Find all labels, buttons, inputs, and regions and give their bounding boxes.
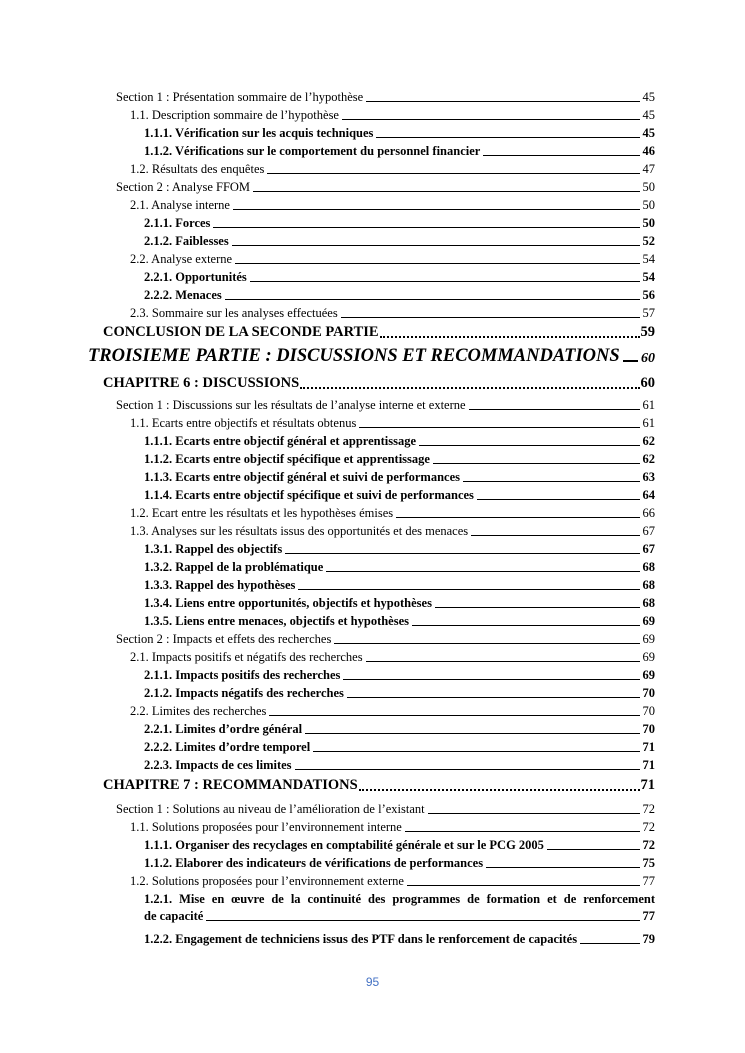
toc-leader [547,848,640,850]
toc-entry-page: 69 [642,650,655,664]
toc-entry-page: 69 [642,632,655,646]
toc-leader [419,444,639,446]
toc-leader [285,552,639,554]
toc-entry-label: 1.3.3. Rappel des hypothèses [144,578,296,592]
toc-entry-page: 45 [642,108,655,122]
toc-entry-label: Section 2 : Impacts et effets des recherches [116,632,332,646]
toc-leader [428,812,640,814]
toc-leader [412,624,639,626]
toc-entry-label: 2.1. Analyse interne [130,198,230,212]
toc-entry-label: 2.1.2. Faiblesses [144,234,229,248]
toc-leader [326,570,639,572]
toc-entry-page: 60 [640,375,655,391]
toc-entry-page: 77 [642,909,655,923]
toc-entry [144,270,655,285]
toc-leader [469,408,640,410]
toc-entry [144,560,655,575]
toc-entry-page: 67 [642,524,655,538]
toc-entry-label: 1.2. Ecart entre les résultats et les hypothèses émises [130,506,394,520]
toc-entry [144,542,655,557]
toc-entry-label: 1.2. Solutions proposées pour l’environnement externe [130,874,404,888]
toc-leader [253,190,639,192]
toc-entry [103,324,655,341]
toc-entry [130,704,655,719]
toc-entry [130,198,655,213]
toc-entry-page: 64 [642,488,655,502]
toc-entry-page: 75 [642,856,655,870]
toc-entry-label: 2.1.1. Forces [144,216,211,230]
toc-leader [334,642,639,644]
toc-entry-page: 68 [642,596,655,610]
toc-entry-label: 1.1. Ecarts entre objectifs et résultats obtenus [130,416,357,430]
toc-leader [269,714,639,716]
toc-entry [144,434,655,449]
toc-leader [235,262,639,264]
toc-entry [116,802,655,817]
toc-entry-label: 2.1. Impacts positifs et négatifs des recherches [130,650,363,664]
toc-leader [366,660,640,662]
toc-leader [366,100,639,102]
toc-entry [130,108,655,123]
toc-entry-page: 63 [642,470,655,484]
toc-entry-label: 1.1.1. Vérification sur les acquis techniques [144,126,374,140]
toc-entry-label: 1.1.4. Ecarts entre objectif spécifique et suivi de performances [144,488,474,502]
toc-entry-label: CHAPITRE 6 : DISCUSSIONS [103,375,300,391]
toc-entry [144,452,655,467]
toc-entry-label: 1.1.1. Ecarts entre objectif général et apprentissage [144,434,417,448]
toc-entry-label: 2.2.2. Limites d’ordre temporel [144,740,311,754]
toc-entry [130,416,655,431]
toc-entry-page: 71 [640,777,655,793]
toc-entry-label: 1.2.2. Engagement de techniciens issus des PTF dans le renforcement de capacités [144,932,578,946]
toc-entry-page: 61 [642,398,655,412]
toc-leader [206,919,639,921]
toc-leader [380,335,640,338]
toc-entry [144,144,655,159]
toc-entry-page: 70 [642,686,655,700]
toc-entry [88,346,655,367]
toc-entry-page: 70 [642,722,655,736]
toc-entry [116,398,655,413]
toc-leader [376,136,639,138]
toc-entry-page: 71 [642,758,655,772]
toc-leader [232,244,640,246]
toc-entry-label: 2.2.2. Menaces [144,288,222,302]
toc-leader [295,768,640,770]
toc-entry [144,234,655,249]
toc-entry [144,488,655,503]
toc-leader [623,359,638,362]
toc-entry-page: 50 [642,180,655,194]
toc-entry-page: 60 [641,351,655,366]
toc-entry [144,740,655,755]
toc-entry-label: 2.2. Limites des recherches [130,704,267,718]
toc-entry [144,288,655,303]
toc-entry-page: 69 [642,614,655,628]
toc-entry [144,470,655,485]
toc-entry-label: Section 1 : Présentation sommaire de l’hypothèse [116,90,364,104]
toc-entry [130,506,655,521]
toc-leader [435,606,640,608]
toc-entry-label: 1.1.2. Elaborer des indicateurs de vérifications de performances [144,856,484,870]
toc-entry [144,686,655,701]
toc-entry [144,578,655,593]
toc-entry [103,375,655,392]
toc-entry-label-line2: de capacité [144,909,204,923]
toc-entry-wrapped [144,892,655,924]
toc-entry-label: Section 1 : Solutions au niveau de l’amélioration de l’existant [116,802,425,816]
toc-leader [343,678,639,680]
toc-entry-page: 71 [642,740,655,754]
toc-entry-page: 59 [640,324,655,340]
toc-leader [463,480,639,482]
toc-entry-label: 1.3. Analyses sur les résultats issus des opportunités et des menaces [130,524,469,538]
toc-leader [359,426,639,428]
toc-leader [347,696,640,698]
toc-entry [144,932,655,947]
toc-entry-page: 68 [642,578,655,592]
toc-entry [116,90,655,105]
toc-leader [225,298,640,300]
toc-entry-label: 2.1.2. Impacts négatifs des recherches [144,686,344,700]
toc-entry-label: 1.2. Résultats des enquêtes [130,162,265,176]
toc-entry-page: 61 [642,416,655,430]
toc-entry-label: TROISIEME PARTIE : DISCUSSIONS ET RECOMMANDATIONS [88,346,620,366]
toc-leader [213,226,639,228]
toc-entry-page: 67 [642,542,655,556]
toc-entry [144,668,655,683]
toc-entry-page: 52 [642,234,655,248]
toc-entry [130,820,655,835]
toc-entry [103,777,655,794]
toc-entry-page: 50 [642,216,655,230]
toc-entry [144,722,655,737]
toc-entry-page: 56 [642,288,655,302]
toc-leader [267,172,639,174]
toc-leader [300,386,639,389]
toc-entry-label: 1.1. Description sommaire de l’hypothèse [130,108,339,122]
toc-entry [130,162,655,177]
toc-entry-label: 2.2.1. Opportunités [144,270,247,284]
toc-entry [130,524,655,539]
toc-entry [130,306,655,321]
toc-entry [116,632,655,647]
toc-leader [405,830,640,832]
toc-entry-label: 1.3.1. Rappel des objectifs [144,542,283,556]
toc-entry-label: 2.2. Analyse externe [130,252,233,266]
toc-leader [396,516,639,518]
toc-entry [116,180,655,195]
toc-entry-label: 1.3.2. Rappel de la problématique [144,560,324,574]
page-number: 95 [365,975,380,989]
toc-entry-label: CHAPITRE 7 : RECOMMANDATIONS [103,777,358,793]
toc-entry-page: 57 [642,306,655,320]
toc-entry-label: Section 2 : Analyse FFOM [116,180,251,194]
toc-leader [359,788,640,791]
toc-entry [144,856,655,871]
toc-entry-page: 50 [642,198,655,212]
toc-entry-page: 77 [642,874,655,888]
toc-entry [144,596,655,611]
toc-entry-page: 66 [642,506,655,520]
toc-leader [483,154,639,156]
toc-entry-label: 1.1.1. Organiser des recyclages en comptabilité générale et sur le PCG 2005 [144,838,544,852]
toc-entry-label: 1.1. Solutions proposées pour l’environnement interne [130,820,402,834]
toc-entry-page: 46 [642,144,655,158]
toc-entry-page: 45 [642,90,655,104]
toc-entry [144,216,655,231]
toc-leader [471,534,639,536]
toc-entry-label: CONCLUSION DE LA SECONDE PARTIE [103,324,379,340]
toc-entry-page: 72 [642,820,655,834]
toc-entry-page: 54 [642,252,655,266]
toc-leader [486,866,639,868]
toc-entry-page: 45 [642,126,655,140]
toc-entry [130,252,655,267]
toc-entry-page: 72 [642,838,655,852]
toc-entry-label: 2.3. Sommaire sur les analyses effectuées [130,306,338,320]
toc-leader [433,462,640,464]
toc-entry-page: 69 [642,668,655,682]
toc-entry-label: 1.3.4. Liens entre opportunités, objectifs et hypothèses [144,596,432,610]
toc-leader [580,942,639,944]
toc-leader [477,498,640,500]
toc-leader [305,732,639,734]
toc-entry-page: 68 [642,560,655,574]
toc-entry-label: 2.2.1. Limites d’ordre général [144,722,303,736]
toc-entry [144,614,655,629]
toc-entry-label: 2.1.1. Impacts positifs des recherches [144,668,341,682]
toc-entry-label: 2.2.3. Impacts de ces limites [144,758,292,772]
toc-entry [130,874,655,889]
toc-leader [407,884,640,886]
toc-entry-page: 62 [642,452,655,466]
toc-entry-label: 1.1.2. Vérifications sur le comportement du personnel financier [144,144,481,158]
toc-entry-page: 72 [642,802,655,816]
toc-entry-line2 [144,909,655,924]
toc-entry-page: 62 [642,434,655,448]
toc-leader [341,316,640,318]
toc-entry-page: 79 [642,932,655,946]
toc-leader [250,280,640,282]
toc-leader [233,208,640,210]
toc-entry-page: 47 [642,162,655,176]
toc-entry [130,650,655,665]
toc-entry [144,758,655,773]
toc-entry-label: Section 1 : Discussions sur les résultats de l’analyse interne et externe [116,398,466,412]
toc-entry-page: 54 [642,270,655,284]
toc-entry [144,838,655,853]
toc-leader [313,750,639,752]
toc-entry-label: 1.1.2. Ecarts entre objectif spécifique et apprentissage [144,452,430,466]
toc-leader [298,588,639,590]
toc-entry [144,126,655,141]
toc-entry-label-line1: 1.2.1. Mise en œuvre de la continuité des programmes de formation et de renforcement [144,892,655,906]
toc-leader [342,118,640,120]
toc-entry-page: 70 [642,704,655,718]
toc-entry-label: 1.3.5. Liens entre menaces, objectifs et hypothèses [144,614,410,628]
toc-entry-label: 1.1.3. Ecarts entre objectif général et suivi de performances [144,470,461,484]
